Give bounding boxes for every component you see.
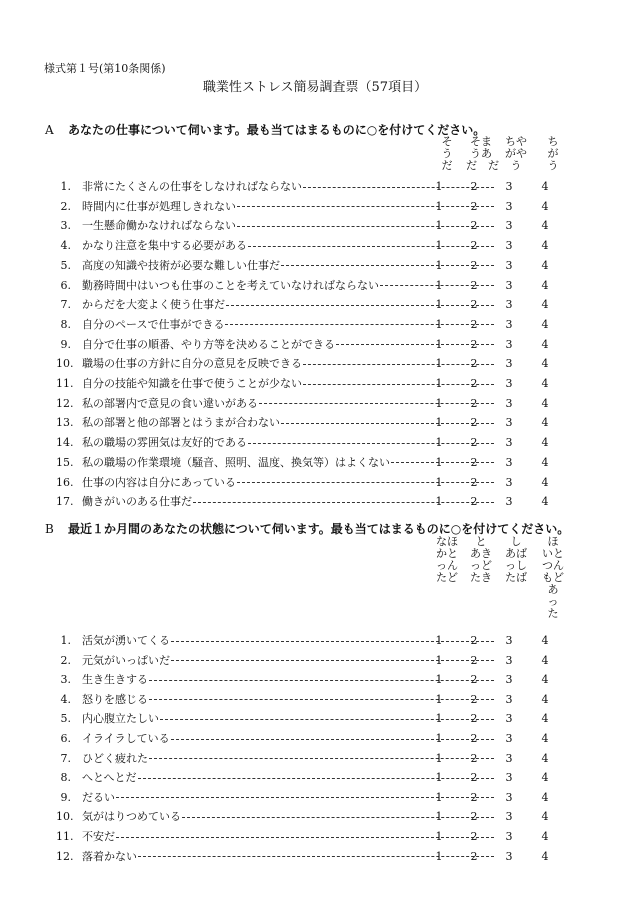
choice-header-line: たど bbox=[436, 571, 458, 584]
question-number: 12. bbox=[56, 849, 74, 863]
question-text: 自分の技能や知識を仕事で使うことが少ない bbox=[82, 374, 303, 393]
question-number: 12. bbox=[56, 396, 74, 410]
answer-option-3[interactable]: 3 bbox=[505, 278, 513, 292]
question-number: 5. bbox=[60, 258, 71, 272]
answer-option-2[interactable]: 2 bbox=[470, 790, 478, 804]
question-row bbox=[56, 473, 556, 492]
answer-option-1[interactable]: 1 bbox=[435, 258, 443, 272]
answer-option-3[interactable]: 3 bbox=[505, 436, 513, 450]
question-text: 高度の知識や技術が必要な難しい仕事だ bbox=[82, 256, 281, 275]
question-text: 自分で仕事の順番、やり方等を決めることができる bbox=[82, 335, 336, 354]
page-title: 職業性ストレス簡易調査票（57項目） bbox=[202, 80, 428, 95]
question-text: 怒りを感じる bbox=[82, 690, 149, 709]
choice-header-line: あき bbox=[470, 547, 492, 560]
question-text: 内心腹立たしい bbox=[82, 709, 160, 728]
section-b-heading-text: 最近１か月間のあなたの状態について伺います。最も当てはまるものに○を付けてください。 bbox=[68, 522, 570, 536]
answer-option-3[interactable]: 3 bbox=[505, 317, 513, 331]
question-number: 15. bbox=[56, 455, 74, 469]
answer-option-4[interactable]: 4 bbox=[541, 416, 549, 430]
answer-option-1[interactable]: 1 bbox=[435, 337, 443, 351]
question-text: 生き生きする bbox=[82, 670, 149, 689]
answer-option-2[interactable]: 2 bbox=[470, 732, 478, 745]
choice-header-line: う bbox=[441, 147, 453, 160]
answer-option-3[interactable]: 3 bbox=[505, 712, 513, 726]
answer-option-2[interactable]: 2 bbox=[470, 317, 478, 331]
answer-option-1[interactable]: 1 bbox=[435, 634, 443, 647]
question-row bbox=[56, 788, 556, 807]
question-row bbox=[56, 453, 556, 472]
answer-option-1[interactable]: 1 bbox=[435, 357, 443, 371]
question-text: 働きがいのある仕事だ bbox=[82, 492, 193, 511]
answer-option-4[interactable]: 4 bbox=[541, 278, 549, 292]
choice-header-line: う bbox=[510, 159, 522, 172]
section-a-heading-text: あなたの仕事について伺います。最も当てはまるものに○を付けてください。 bbox=[68, 123, 486, 137]
form-number: 様式第１号(第10条関係) bbox=[44, 62, 166, 75]
answer-option-4[interactable]: 4 bbox=[541, 495, 549, 509]
answer-option-3[interactable]: 3 bbox=[505, 790, 513, 804]
answer-option-4[interactable]: 4 bbox=[541, 790, 549, 804]
choice-header-line: がや bbox=[505, 147, 527, 160]
choice-header bbox=[540, 536, 566, 620]
answer-option-3[interactable]: 3 bbox=[505, 653, 513, 667]
question-row bbox=[56, 768, 556, 787]
question-text: 気がはりつめている bbox=[82, 807, 182, 826]
answer-option-4[interactable]: 4 bbox=[541, 673, 549, 687]
answer-option-2[interactable]: 2 bbox=[470, 849, 478, 863]
answer-option-1[interactable]: 1 bbox=[435, 239, 443, 253]
answer-option-4[interactable]: 4 bbox=[541, 199, 549, 213]
answer-option-3[interactable]: 3 bbox=[505, 357, 513, 371]
answer-option-3[interactable]: 3 bbox=[505, 199, 513, 213]
choice-header-line: たば bbox=[505, 571, 527, 584]
answer-option-2[interactable]: 2 bbox=[470, 455, 478, 469]
choice-header-line: っ bbox=[547, 595, 559, 608]
section-b-heading bbox=[45, 520, 569, 537]
question-row bbox=[56, 354, 556, 373]
question-row bbox=[56, 276, 556, 295]
answer-option-1[interactable]: 1 bbox=[435, 732, 443, 745]
choice-header-line: っし bbox=[505, 559, 527, 572]
question-number: 11. bbox=[56, 377, 74, 390]
answer-option-2[interactable]: 2 bbox=[470, 475, 478, 489]
question-row bbox=[56, 374, 556, 393]
answer-option-4[interactable]: 4 bbox=[541, 751, 549, 765]
question-text: 私の部署と他の部署とはうまが合わない bbox=[82, 413, 281, 432]
answer-option-3[interactable]: 3 bbox=[505, 634, 513, 647]
answer-option-4[interactable]: 4 bbox=[541, 396, 549, 410]
question-row bbox=[56, 492, 556, 511]
answer-option-4[interactable]: 4 bbox=[541, 692, 549, 706]
choice-header-line: と bbox=[475, 535, 487, 548]
choice-header-line: っん bbox=[436, 559, 458, 572]
answer-option-4[interactable]: 4 bbox=[541, 810, 549, 824]
section-a-heading bbox=[45, 121, 485, 138]
question-text: 私の職場の作業環境（騒音、照明、温度、換気等）はよくない bbox=[82, 453, 391, 472]
dotted-leader-line bbox=[281, 265, 494, 266]
dotted-leader-line bbox=[281, 423, 494, 424]
question-row bbox=[56, 236, 556, 255]
question-text: 不安だ bbox=[82, 827, 116, 846]
answer-option-1[interactable]: 1 bbox=[435, 317, 443, 331]
question-row bbox=[56, 631, 556, 650]
question-text: 仕事の内容は自分にあっている bbox=[82, 473, 237, 492]
question-number: 2. bbox=[60, 199, 71, 213]
answer-option-3[interactable]: 3 bbox=[505, 732, 513, 745]
answer-option-3[interactable]: 3 bbox=[505, 673, 513, 687]
answer-option-4[interactable]: 4 bbox=[541, 653, 549, 667]
question-number: 8. bbox=[60, 771, 71, 785]
question-row bbox=[56, 256, 556, 275]
answer-option-1[interactable]: 1 bbox=[435, 436, 443, 450]
dotted-leader-line bbox=[182, 817, 494, 818]
choice-header-line: っど bbox=[470, 559, 492, 572]
answer-option-1[interactable]: 1 bbox=[435, 849, 443, 863]
question-text: 勤務時間中はいつも仕事のことを考えていなければならない bbox=[82, 276, 380, 295]
choice-header bbox=[432, 136, 462, 172]
choice-header-line: たき bbox=[470, 571, 492, 584]
answer-option-2[interactable]: 2 bbox=[470, 219, 478, 233]
question-row bbox=[56, 729, 556, 748]
answer-option-1[interactable]: 1 bbox=[435, 278, 443, 292]
question-number: 16. bbox=[56, 475, 74, 489]
question-text: へとへとだ bbox=[82, 768, 138, 787]
choice-header-line: あ bbox=[547, 583, 559, 596]
question-row bbox=[56, 197, 556, 216]
answer-option-3[interactable]: 3 bbox=[505, 258, 513, 272]
dotted-leader-line bbox=[237, 226, 494, 227]
question-row bbox=[56, 690, 556, 709]
question-text: 元気がいっぱいだ bbox=[82, 651, 171, 670]
answer-option-4[interactable]: 4 bbox=[541, 475, 549, 489]
answer-option-3[interactable]: 3 bbox=[505, 180, 513, 193]
question-text: 私の部署内で意見の食い違いがある bbox=[82, 394, 259, 413]
answer-option-1[interactable]: 1 bbox=[435, 790, 443, 804]
question-row bbox=[56, 749, 556, 768]
question-text: 一生懸命働かなければならない bbox=[82, 216, 237, 235]
answer-option-3[interactable]: 3 bbox=[505, 455, 513, 469]
choice-header-line: う bbox=[547, 159, 559, 172]
answer-option-4[interactable]: 4 bbox=[541, 455, 549, 469]
answer-option-1[interactable]: 1 bbox=[435, 199, 443, 213]
question-row bbox=[56, 394, 556, 413]
question-text: ひどく疲れた bbox=[82, 749, 149, 768]
choice-header-line: そま bbox=[470, 135, 492, 148]
answer-option-4[interactable]: 4 bbox=[541, 317, 549, 331]
question-number: 9. bbox=[60, 790, 71, 804]
choice-header-line: だ だ bbox=[466, 159, 499, 172]
dotted-leader-line bbox=[193, 502, 494, 503]
question-number: 8. bbox=[60, 317, 71, 331]
answer-option-2[interactable]: 2 bbox=[470, 751, 478, 765]
section-a-letter: A bbox=[45, 123, 54, 137]
question-number: 6. bbox=[60, 732, 71, 745]
answer-option-3[interactable]: 3 bbox=[505, 810, 513, 824]
question-number: 17. bbox=[56, 495, 74, 509]
question-text: だるい bbox=[82, 788, 116, 807]
choice-header-line: が bbox=[547, 147, 559, 160]
answer-option-2[interactable]: 2 bbox=[470, 337, 478, 351]
answer-option-3[interactable]: 3 bbox=[505, 751, 513, 765]
answer-option-3[interactable]: 3 bbox=[505, 298, 513, 312]
question-number: 2. bbox=[60, 653, 71, 667]
choice-header-line: うあ bbox=[470, 147, 492, 160]
dotted-leader-line bbox=[226, 305, 494, 306]
choice-header bbox=[466, 536, 496, 584]
question-number: 3. bbox=[60, 219, 71, 233]
answer-option-4[interactable]: 4 bbox=[541, 436, 549, 450]
answer-option-3[interactable]: 3 bbox=[505, 396, 513, 410]
question-text: からだを大変よく使う仕事だ bbox=[82, 295, 226, 314]
dotted-leader-line bbox=[225, 324, 494, 325]
question-row bbox=[56, 177, 556, 196]
question-number: 14. bbox=[56, 436, 74, 450]
choice-header bbox=[540, 136, 566, 172]
answer-option-4[interactable]: 4 bbox=[541, 180, 549, 193]
question-number: 3. bbox=[60, 673, 71, 687]
answer-option-1[interactable]: 1 bbox=[435, 396, 443, 410]
answer-option-4[interactable]: 4 bbox=[541, 634, 549, 647]
answer-option-1[interactable]: 1 bbox=[435, 377, 443, 390]
answer-option-1[interactable]: 1 bbox=[435, 455, 443, 469]
question-row bbox=[56, 335, 556, 354]
choice-header-line: ちや bbox=[505, 135, 527, 148]
answer-option-1[interactable]: 1 bbox=[435, 751, 443, 765]
question-number: 11. bbox=[56, 830, 74, 843]
choice-header-line: そ bbox=[441, 135, 453, 148]
answer-option-1[interactable]: 1 bbox=[435, 692, 443, 706]
answer-option-3[interactable]: 3 bbox=[505, 830, 513, 843]
answer-option-1[interactable]: 1 bbox=[435, 495, 443, 509]
answer-option-4[interactable]: 4 bbox=[541, 849, 549, 863]
choice-header-line: あば bbox=[505, 547, 527, 560]
answer-option-1[interactable]: 1 bbox=[435, 416, 443, 430]
answer-option-2[interactable]: 2 bbox=[470, 396, 478, 410]
answer-option-4[interactable]: 4 bbox=[541, 337, 549, 351]
answer-option-1[interactable]: 1 bbox=[435, 653, 443, 667]
answer-option-2[interactable]: 2 bbox=[470, 357, 478, 371]
answer-option-2[interactable]: 2 bbox=[470, 180, 478, 193]
choice-header bbox=[432, 536, 462, 584]
answer-option-1[interactable]: 1 bbox=[435, 810, 443, 824]
answer-option-3[interactable]: 3 bbox=[505, 377, 513, 390]
question-text: 自分のペースで仕事ができる bbox=[82, 315, 225, 334]
choice-header-line: もど bbox=[542, 571, 564, 584]
answer-option-2[interactable]: 2 bbox=[470, 653, 478, 667]
question-number: 4. bbox=[60, 239, 71, 253]
answer-option-4[interactable]: 4 bbox=[541, 377, 549, 390]
answer-option-1[interactable]: 1 bbox=[435, 771, 443, 785]
answer-option-3[interactable]: 3 bbox=[505, 337, 513, 351]
choice-header bbox=[501, 136, 531, 172]
answer-option-4[interactable]: 4 bbox=[541, 712, 549, 726]
question-row bbox=[56, 315, 556, 334]
choice-header-line: ち bbox=[547, 135, 559, 148]
question-text: 私の職場の雰囲気は友好的である bbox=[82, 433, 248, 452]
answer-option-4[interactable]: 4 bbox=[541, 258, 549, 272]
answer-option-3[interactable]: 3 bbox=[505, 849, 513, 863]
question-text: イライラしている bbox=[82, 729, 171, 748]
question-row bbox=[56, 847, 556, 866]
answer-option-3[interactable]: 3 bbox=[505, 239, 513, 253]
question-row bbox=[56, 827, 556, 846]
dotted-leader-line bbox=[248, 443, 494, 444]
question-text: 活気が湧いてくる bbox=[82, 631, 171, 650]
choice-header-line: し bbox=[510, 535, 522, 548]
answer-option-4[interactable]: 4 bbox=[541, 239, 549, 253]
answer-option-1[interactable]: 1 bbox=[435, 673, 443, 687]
answer-option-1[interactable]: 1 bbox=[435, 298, 443, 312]
answer-option-2[interactable]: 2 bbox=[470, 673, 478, 687]
answer-option-2[interactable]: 2 bbox=[470, 810, 478, 824]
question-text: 職場の仕事の方針に自分の意見を反映できる bbox=[82, 354, 303, 373]
question-number: 10. bbox=[56, 810, 74, 824]
answer-option-2[interactable]: 2 bbox=[470, 278, 478, 292]
choice-header bbox=[466, 135, 499, 172]
answer-option-2[interactable]: 2 bbox=[470, 436, 478, 450]
answer-option-2[interactable]: 2 bbox=[470, 416, 478, 430]
answer-option-2[interactable]: 2 bbox=[470, 830, 478, 843]
dotted-leader-line bbox=[237, 482, 494, 483]
choice-header-line: ほ bbox=[547, 535, 559, 548]
answer-option-3[interactable]: 3 bbox=[505, 475, 513, 489]
question-text: かなり注意を集中する必要がある bbox=[82, 236, 248, 255]
answer-option-2[interactable]: 2 bbox=[470, 377, 478, 390]
question-row bbox=[56, 807, 556, 826]
answer-option-3[interactable]: 3 bbox=[505, 495, 513, 509]
question-text: 時間内に仕事が処理しきれない bbox=[82, 197, 237, 216]
question-row bbox=[56, 295, 556, 314]
choice-header-line: なほ bbox=[436, 535, 458, 548]
choice-header-line: かと bbox=[436, 547, 458, 560]
answer-option-3[interactable]: 3 bbox=[505, 219, 513, 233]
answer-option-4[interactable]: 4 bbox=[541, 298, 549, 312]
section-b-letter: B bbox=[45, 522, 54, 536]
dotted-leader-line bbox=[259, 403, 494, 404]
question-number: 1. bbox=[60, 180, 71, 193]
answer-option-2[interactable]: 2 bbox=[470, 298, 478, 312]
question-number: 4. bbox=[60, 692, 71, 706]
question-row bbox=[56, 670, 556, 689]
question-row bbox=[56, 216, 556, 235]
answer-option-1[interactable]: 1 bbox=[435, 712, 443, 726]
choice-header-line: いと bbox=[542, 547, 564, 560]
choice-header-line: だ bbox=[441, 159, 453, 172]
answer-option-2[interactable]: 2 bbox=[470, 771, 478, 785]
answer-option-1[interactable]: 1 bbox=[435, 180, 443, 193]
answer-option-2[interactable]: 2 bbox=[470, 495, 478, 509]
question-text: 落着かない bbox=[82, 847, 138, 866]
answer-option-2[interactable]: 2 bbox=[470, 692, 478, 706]
answer-option-1[interactable]: 1 bbox=[435, 219, 443, 233]
answer-option-2[interactable]: 2 bbox=[470, 712, 478, 726]
choice-header bbox=[501, 536, 531, 584]
answer-option-4[interactable]: 4 bbox=[541, 771, 549, 785]
question-number: 9. bbox=[60, 337, 71, 351]
answer-option-4[interactable]: 4 bbox=[541, 830, 549, 843]
answer-option-3[interactable]: 3 bbox=[505, 771, 513, 785]
question-number: 6. bbox=[60, 278, 71, 292]
answer-option-4[interactable]: 4 bbox=[541, 219, 549, 233]
answer-option-2[interactable]: 2 bbox=[470, 239, 478, 253]
answer-option-3[interactable]: 3 bbox=[505, 692, 513, 706]
dotted-leader-line bbox=[237, 206, 494, 207]
dotted-leader-line bbox=[248, 246, 494, 247]
question-number: 13. bbox=[56, 416, 74, 430]
question-number: 7. bbox=[60, 751, 71, 765]
question-number: 1. bbox=[60, 634, 71, 647]
choice-header-line: つん bbox=[542, 559, 564, 572]
question-text: 非常にたくさんの仕事をしなければならない bbox=[82, 177, 303, 196]
choice-header-line: た bbox=[547, 607, 559, 620]
question-row bbox=[56, 413, 556, 432]
answer-option-2[interactable]: 2 bbox=[470, 634, 478, 647]
question-number: 7. bbox=[60, 298, 71, 312]
answer-option-1[interactable]: 1 bbox=[435, 830, 443, 843]
question-number: 5. bbox=[60, 712, 71, 726]
answer-option-3[interactable]: 3 bbox=[505, 416, 513, 430]
question-row bbox=[56, 709, 556, 728]
question-number: 10. bbox=[56, 357, 74, 371]
answer-option-2[interactable]: 2 bbox=[470, 199, 478, 213]
question-row bbox=[56, 651, 556, 670]
answer-option-4[interactable]: 4 bbox=[541, 732, 549, 745]
question-row bbox=[56, 433, 556, 452]
answer-option-4[interactable]: 4 bbox=[541, 357, 549, 371]
answer-option-1[interactable]: 1 bbox=[435, 475, 443, 489]
answer-option-2[interactable]: 2 bbox=[470, 258, 478, 272]
